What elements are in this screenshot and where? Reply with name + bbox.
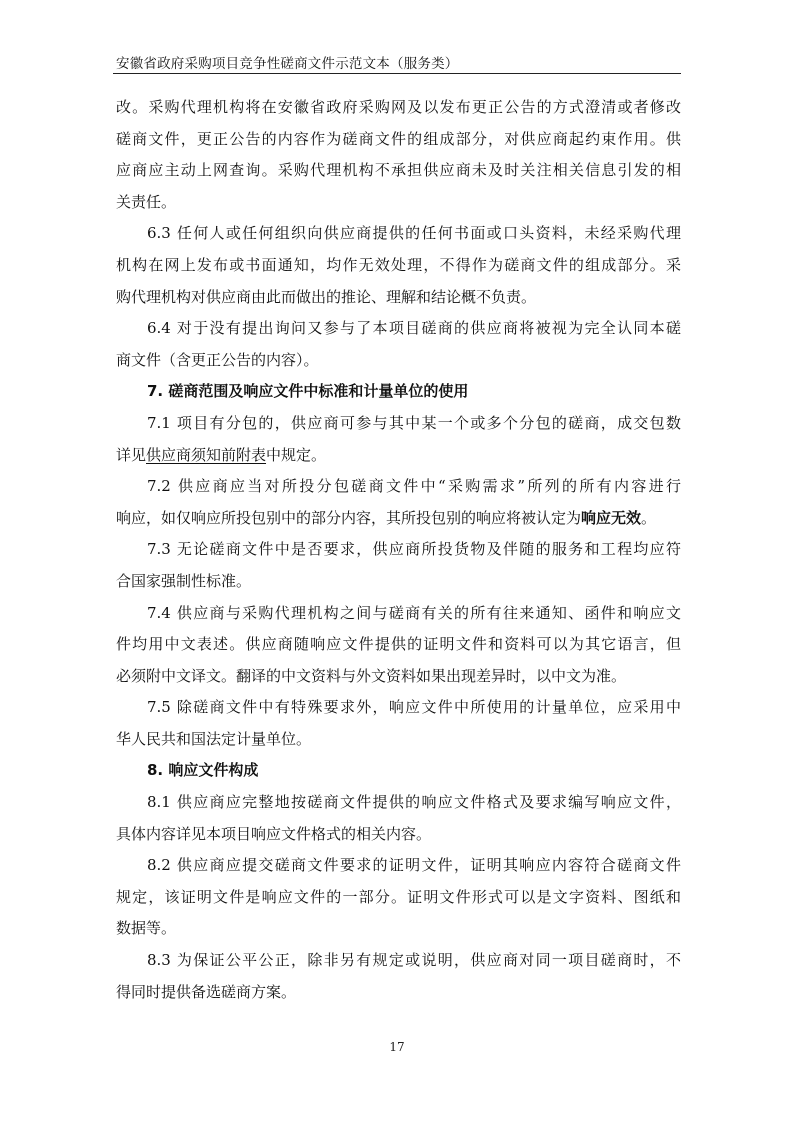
supplier-notice-table-link[interactable]: 供应商须知前附表 — [146, 445, 267, 464]
text-line: 7.1 项目有分包的，供应商可参与其中某一个或多个分包的磋商，成交包数 — [147, 413, 681, 432]
text-line: 得同时提供备选磋商方案。 — [116, 982, 297, 1001]
text-line: 7.3 无论磋商文件中是否要求，供应商所投货物及伴随的服务和工程均应符 — [147, 540, 681, 559]
paragraph-8-3 — [116, 945, 681, 1008]
page-number: 17 — [389, 1040, 405, 1054]
text-line: 6.4 对于没有提出询问又参与了本项目磋商的供应商将被视为完全认同本磋 — [147, 319, 681, 338]
text-line: 8.2 供应商应提交磋商文件要求的证明文件，证明其响应内容符合磋商文件 — [147, 856, 681, 875]
paragraph-7-4 — [116, 598, 681, 693]
paragraph-6-2-continued — [116, 92, 681, 218]
document-body — [116, 92, 681, 1008]
paragraph-7-1 — [116, 408, 681, 471]
text-span: 详见 — [116, 445, 147, 464]
text-line: 8.1 供应商应完整地按磋商文件提供的响应文件格式及要求编写响应文件， — [147, 793, 681, 812]
text-line: 改。采购代理机构将在安徽省政府采购网及以发布更正公告的方式澄清或者修改 — [116, 98, 681, 116]
text-line: 具体内容详见本项目响应文件格式的相关内容。 — [116, 824, 432, 843]
paragraph-7-5 — [116, 692, 681, 755]
text-line: 购代理机构对供应商由此而做出的推论、理解和结论概不负责。 — [116, 287, 537, 306]
paragraph-6-3 — [116, 218, 681, 313]
text-line: 7.4 供应商与采购代理机构之间与磋商有关的所有往来通知、函件和响应文 — [147, 603, 681, 622]
text-line: 合国家强制性标准。 — [116, 571, 252, 590]
text-line: 7.2 供应商应当对所投分包磋商文件中“采购需求”所列的所有内容进行 — [147, 477, 681, 496]
text-line: 规定，该证明文件是响应文件的一部分。证明文件形式可以是文字资料、图纸和 — [116, 887, 681, 906]
text-line: 应商应主动上网查询。采购代理机构不承担供应商未及时关注相关信息引发的相 — [116, 161, 681, 180]
text-line: 8.3 为保证公平公正，除非另有规定或说明，供应商对同一项目磋商时，不 — [147, 951, 681, 970]
section-heading-8: 8. 响应文件构成 — [147, 761, 259, 780]
paragraph-7-3 — [116, 534, 681, 597]
text-line: 机构在网上发布或书面通知，均作无效处理，不得作为磋商文件的组成部分。采 — [116, 255, 681, 274]
text-line: 数据等。 — [116, 919, 177, 938]
text-line: 7.5 除磋商文件中有特殊要求外，响应文件中所使用的计量单位，应采用中 — [147, 698, 681, 717]
emphasis-text: 响应无效 — [581, 508, 642, 527]
text-line: 华人民共和国法定计量单位。 — [116, 729, 312, 748]
paragraph-8-2 — [116, 850, 681, 945]
text-span: 。 — [641, 508, 657, 527]
text-span: 响应，如仅响应所投包别中的部分内容，其所投包别的响应将被认定为 — [116, 508, 582, 527]
text-line: 6.3 任何人或任何组织向供应商提供的任何书面或口头资料，未经采购代理 — [147, 224, 681, 243]
section-heading-7: 7. 磋商范围及响应文件中标准和计量单位的使用 — [147, 382, 469, 401]
text-line: 磋商文件，更正公告的内容作为磋商文件的组成部分，对供应商起约束作用。供 — [116, 129, 681, 148]
paragraph-8-1 — [116, 787, 681, 850]
text-line: 关责任。 — [116, 192, 177, 211]
text-line — [116, 440, 681, 472]
text-line: 必须附中文译文。翻译的中文资料与外文资料如果出现差异时，以中文为准。 — [116, 666, 627, 685]
text-line: 件均用中文表述。供应商随响应文件提供的证明文件和资料可以为其它语言，但 — [116, 635, 681, 654]
running-header: 安徽省政府采购项目竞争性磋商文件示范文本（服务类） — [116, 56, 459, 72]
text-line — [116, 503, 681, 535]
text-line: 商文件（含更正公告的内容）。 — [116, 350, 319, 369]
paragraph-7-2 — [116, 471, 681, 534]
text-span: 中规定。 — [266, 445, 327, 464]
paragraph-6-4 — [116, 313, 681, 376]
header-rule — [113, 73, 681, 74]
